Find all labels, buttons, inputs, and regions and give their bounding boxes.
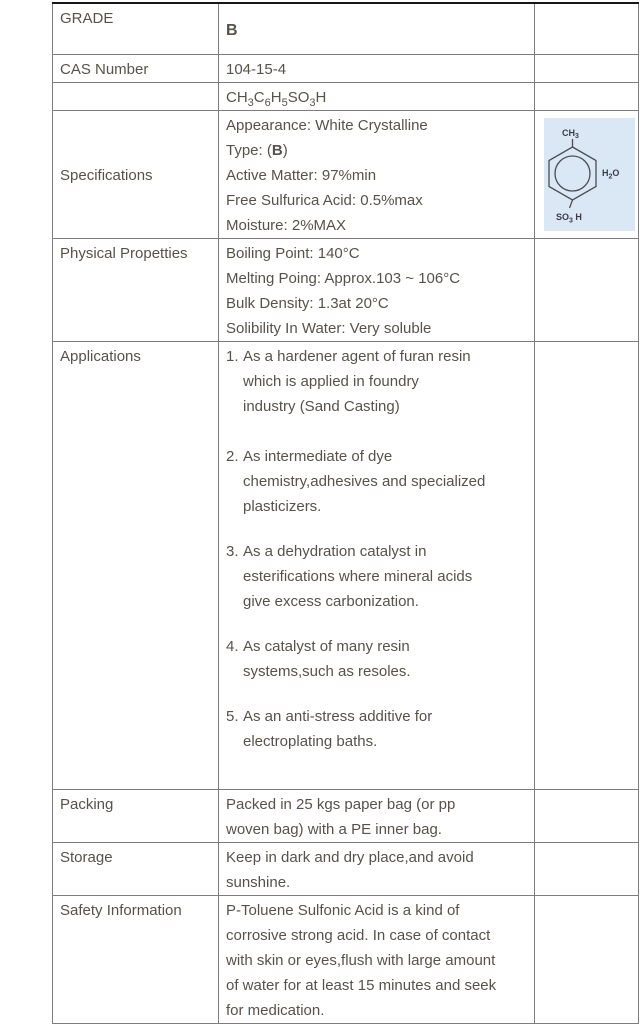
grade-label-cell [53,3,219,55]
table-row-formula [53,83,639,111]
applications-value-cell [219,342,535,790]
spec-type: Type: (B) [226,142,288,159]
empty-cell [535,342,639,790]
physical-label: Physical Propetties [60,245,188,262]
cas-value-cell [219,55,535,83]
spec-appearance: Appearance: White Crystalline [226,117,428,134]
cas-label-cell [53,55,219,83]
table-row-storage [53,843,639,896]
empty-cell [535,843,639,896]
packing-label-cell [53,790,219,843]
empty-cell [535,55,639,83]
water-label: $H_2O$ [602,168,620,181]
phys-bulk-density: Bulk Density: 1.3at 20°C [226,295,389,312]
grade-value-cell [219,3,535,55]
phys-boiling-point: Boiling Point: 140°C [226,245,360,262]
storage-label-cell [53,843,219,896]
packing-value-cell: Packed in 25 kgs paper bag (or pp woven bag) with a PE inner bag. [219,790,535,843]
safety-label-cell [53,896,219,1024]
phys-solubility: Solibility In Water: Very soluble [226,320,432,337]
application-item-1: 1. As a hardener agent of furan resin which is applied in foundry industry (Sand Casting) [226,348,471,415]
empty-cell [535,896,639,1024]
formula-label-cell [53,83,219,111]
chemical-structure-diagram [544,118,635,231]
structure-diagram-cell [535,111,639,239]
sulfonic-group-label: $SO_3$ H [556,212,582,225]
safety-label: Safety Information [60,902,182,919]
specifications-value-cell [219,111,535,239]
storage-value-cell: Keep in dark and dry place,and avoid sunshine. [219,843,535,896]
empty-cell [535,3,639,55]
methyl-group-label: $CH_3$ [562,128,579,140]
cas-label: CAS Number [60,61,149,78]
empty-cell [535,239,639,342]
grade-value: B [226,21,238,39]
cas-value: 104-15-4 [226,61,287,78]
table-row-packing [53,790,639,843]
specifications-label: Specifications [60,167,153,184]
applications-label-cell [53,342,219,790]
spec-moisture: Moisture: 2%MAX [226,217,347,234]
empty-cell [535,790,639,843]
application-item-4: 4. As catalyst of many resin systems,such as resoles. [226,638,411,680]
specifications-label-cell [53,111,219,239]
table-row-safety-information [53,896,639,1024]
spec-active-matter: Active Matter: 97%min [226,167,377,184]
table-row-cas-number [53,55,639,83]
table-row-grade [53,3,639,55]
packing-label: Packing [60,796,114,813]
empty-cell [535,83,639,111]
spec-free-acid: Free Sulfurica Acid: 0.5%max [226,192,423,209]
product-spec-table [52,2,639,1024]
table-row-specifications [53,111,639,239]
chemical-formula: $CH_3C_6H_5SO_3H$ [226,89,327,109]
application-item-2: 2. As intermediate of dye chemistry,adhesives and specialized plasticizers. [226,448,486,515]
application-item-3: 3. As a dehydration catalyst in esterifications where mineral acids give excess carbonization. [226,543,473,610]
table-row-applications [53,342,639,790]
physical-label-cell [53,239,219,342]
physical-value-cell [219,239,535,342]
phys-melting-point: Melting Poing: Approx.103 ~ 106°C [226,270,461,287]
application-item-5: 5. As an anti-stress additive for electroplating baths. [226,708,433,750]
storage-label: Storage [60,849,113,866]
table-row-physical-properties [53,239,639,342]
grade-label: GRADE [60,10,114,27]
formula-value-cell [219,83,535,111]
applications-label: Applications [60,348,141,365]
safety-value-cell: P-Toluene Sulfonic Acid is a kind of corrosive strong acid. In case of contact with skin or eyes,flush with large amount of water for at least 15 minutes and seek for medication. [219,896,535,1024]
